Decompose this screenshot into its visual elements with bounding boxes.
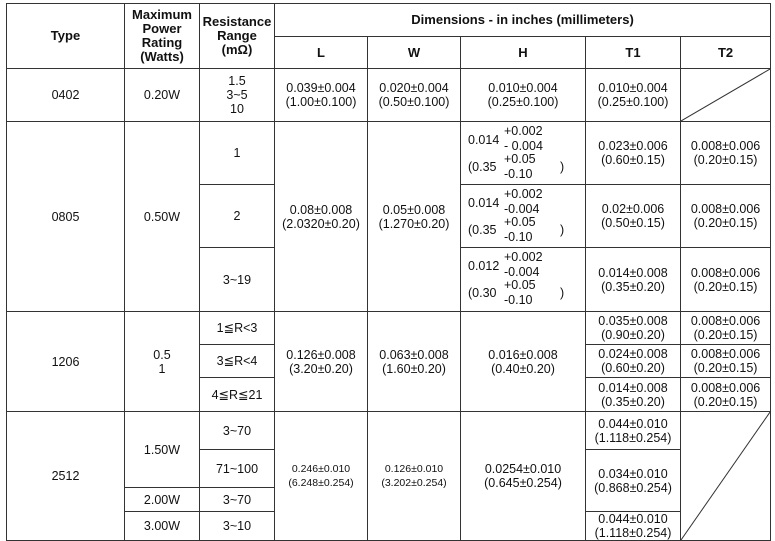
cell-T1: 0.024±0.008 (0.60±0.20): [586, 345, 681, 378]
header-power: Maximum Power Rating (Watts): [125, 4, 200, 69]
cell-type: 1206: [7, 312, 125, 412]
cell-range: 1.5 3~5 10: [200, 69, 275, 122]
header-W: W: [368, 37, 461, 69]
cell-L: 0.246±0.010 (6.248±0.254): [275, 412, 368, 541]
table-row: [7, 412, 771, 450]
header-L: L: [275, 37, 368, 69]
cell-type: 0402: [7, 69, 125, 122]
diagonal-line: [681, 69, 770, 121]
h-tolerance: 0.012 +0.002 -0.004 (0.30 +0.05 -0.10 ): [468, 250, 565, 307]
h-tolerance: 0.014 +0.002 -0.004 (0.35 +0.05 -0.10 ): [468, 186, 565, 244]
cell-T1: 0.044±0.010 (1.118±0.254): [586, 512, 681, 541]
cell-T1: 0.023±0.006 (0.60±0.15): [586, 122, 681, 185]
cell-T1: 0.014±0.008 (0.35±0.20): [586, 378, 681, 412]
cell-H: [461, 122, 586, 185]
table-row: [7, 69, 771, 122]
diagonal-line: [681, 412, 770, 540]
cell-T2: 0.008±0.006 (0.20±0.15): [681, 122, 771, 185]
h-tolerance: 0.014 +0.002 - 0.004 (0.35 +0.05 -0.10 ): [468, 123, 565, 181]
cell-W: 0.063±0.008 (1.60±0.20): [368, 312, 461, 412]
cell-T2: 0.008±0.006 (0.20±0.15): [681, 312, 771, 345]
cell-W: 0.05±0.008 (1.270±0.20): [368, 122, 461, 312]
cell-range: 71~100: [200, 450, 275, 488]
cell-H: [461, 248, 586, 312]
dimensions-table: [6, 3, 771, 541]
header-T1: T1: [586, 37, 681, 69]
cell-range: 2: [200, 185, 275, 248]
cell-range: 3~70: [200, 412, 275, 450]
header-type: Type: [7, 4, 125, 69]
cell-power: 0.50W: [125, 122, 200, 312]
cell-L: 0.08±0.008 (2.0320±0.20): [275, 122, 368, 312]
cell-H: [461, 185, 586, 248]
cell-range: 3~10: [200, 512, 275, 541]
cell-power: 1.50W: [125, 412, 200, 488]
cell-T1: 0.010±0.004 (0.25±0.100): [586, 69, 681, 122]
cell-T2: 0.008±0.006 (0.20±0.15): [681, 378, 771, 412]
header-dimensions: Dimensions - in inches (millimeters): [275, 4, 771, 37]
cell-W: 0.126±0.010 (3.202±0.254): [368, 412, 461, 541]
cell-T2: 0.008±0.006 (0.20±0.15): [681, 185, 771, 248]
header-T2: T2: [681, 37, 771, 69]
table-row: [7, 312, 771, 345]
cell-L: 0.039±0.004 (1.00±0.100): [275, 69, 368, 122]
cell-range: 3~70: [200, 488, 275, 512]
cell-T1: 0.014±0.008 (0.35±0.20): [586, 248, 681, 312]
cell-type: 2512: [7, 412, 125, 541]
table-row: [7, 122, 771, 185]
cell-W: 0.020±0.004 (0.50±0.100): [368, 69, 461, 122]
cell-power: 2.00W: [125, 488, 200, 512]
cell-T1: 0.044±0.010 (1.118±0.254): [586, 412, 681, 450]
cell-type: 0805: [7, 122, 125, 312]
cell-H: 0.0254±0.010 (0.645±0.254): [461, 412, 586, 541]
header-resistance: Resistance Range (mΩ): [200, 4, 275, 69]
cell-range: 1: [200, 122, 275, 185]
cell-range: 4≦R≦21: [200, 378, 275, 412]
cell-power: 0.5 1: [125, 312, 200, 412]
header-H: H: [461, 37, 586, 69]
cell-T1: 0.035±0.008 (0.90±0.20): [586, 312, 681, 345]
cell-L: 0.126±0.008 (3.20±0.20): [275, 312, 368, 412]
cell-H: 0.016±0.008 (0.40±0.20): [461, 312, 586, 412]
cell-T2: 0.008±0.006 (0.20±0.15): [681, 345, 771, 378]
cell-power: 0.20W: [125, 69, 200, 122]
cell-T2: 0.008±0.006 (0.20±0.15): [681, 248, 771, 312]
cell-T1: 0.02±0.006 (0.50±0.15): [586, 185, 681, 248]
cell-range: 3≦R<4: [200, 345, 275, 378]
cell-H: 0.010±0.004 (0.25±0.100): [461, 69, 586, 122]
cell-range: 3~19: [200, 248, 275, 312]
cell-range: 1≦R<3: [200, 312, 275, 345]
cell-T1: 0.034±0.010 (0.868±0.254): [586, 450, 681, 512]
cell-T2-empty: [681, 69, 771, 122]
cell-T2-empty: [681, 412, 771, 541]
cell-power: 3.00W: [125, 512, 200, 541]
